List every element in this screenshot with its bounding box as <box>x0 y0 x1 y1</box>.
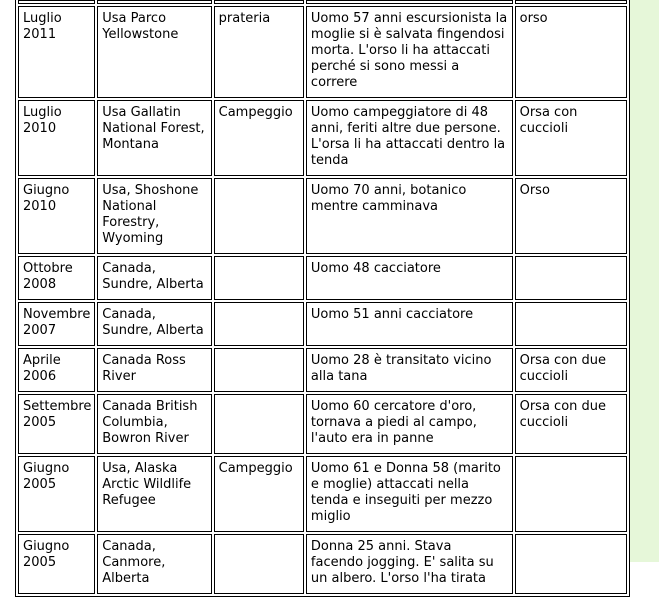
bear-cell: Orso <box>515 178 627 254</box>
description-cell: Uomo 51 anni cacciatore <box>306 302 513 346</box>
setting-cell <box>214 302 304 346</box>
place-cell: Usa, Alaska Arctic Wildlife Refugee <box>97 456 211 532</box>
description-cell: Uomo 70 anni, botanico mentre camminava <box>306 178 513 254</box>
date-cell: Giugno 2005 <box>18 534 95 594</box>
date-cell: Luglio 2011 <box>18 6 95 98</box>
place-cell: Canada Ross River <box>97 348 211 392</box>
date-cell: Aprile 2006 <box>18 348 95 392</box>
description-cell: Uomo 60 cercatore d'oro, tornava a piedi al campo, l'auto era in panne <box>306 394 513 454</box>
table-row <box>18 302 627 346</box>
table-row <box>18 256 627 300</box>
setting-cell: prateria <box>214 6 304 98</box>
description-cell: Uomo 57 anni escursionista la moglie si è salvata fingendosi morta. L'orso li ha attaccati perché si sono messi a correre <box>306 6 513 98</box>
table-row <box>18 6 627 98</box>
bear-cell <box>515 534 627 594</box>
date-cell: Settembre 2005 <box>18 394 95 454</box>
description-cell: Uomo 28 è transitato vicino alla tana <box>306 348 513 392</box>
date-cell: Giugno 2010 <box>18 178 95 254</box>
place-cell: Usa Gallatin National Forest, Montana <box>97 100 211 176</box>
place-cell: Usa, Shoshone National Forestry, Wyoming <box>97 178 211 254</box>
bear-cell <box>515 302 627 346</box>
setting-cell <box>214 178 304 254</box>
description-cell: Uomo 48 cacciatore <box>306 256 513 300</box>
setting-cell: Campeggio <box>214 456 304 532</box>
setting-cell <box>214 534 304 594</box>
description-cell: Uomo 61 e Donna 58 (marito e moglie) attaccati nella tenda e inseguiti per mezzo miglio <box>306 456 513 532</box>
table-row-cut-off <box>18 0 627 4</box>
place-cell: Canada, Sundre, Alberta <box>97 256 211 300</box>
table-row <box>18 394 627 454</box>
table-row <box>18 456 627 532</box>
date-cell: Luglio 2010 <box>18 100 95 176</box>
place-cell: Canada, Canmore, Alberta <box>97 534 211 594</box>
bear-cell <box>515 256 627 300</box>
bear-cell <box>515 456 627 532</box>
bear-cell: orso <box>515 6 627 98</box>
bear-attacks-table <box>15 0 630 597</box>
description-cell: Donna 25 anni. Stava facendo jogging. E' salita su un albero. L'orso l'ha tirata <box>306 534 513 594</box>
setting-cell <box>214 394 304 454</box>
place-cell: Usa Parco Yellowstone <box>97 6 211 98</box>
bear-cell: Orsa con due cuccioli <box>515 394 627 454</box>
description-cell: Uomo campeggiatore di 48 anni, feriti altre due persone. L'orsa li ha attaccati dentro la tenda <box>306 100 513 176</box>
date-cell: Ottobre 2008 <box>18 256 95 300</box>
bear-cell: Orsa con cuccioli <box>515 100 627 176</box>
place-cell: Canada British Columbia, Bowron River <box>97 394 211 454</box>
bear-cell: Orsa con due cuccioli <box>515 348 627 392</box>
table-row <box>18 534 627 594</box>
table-row <box>18 348 627 392</box>
setting-cell: Campeggio <box>214 100 304 176</box>
setting-cell <box>214 256 304 300</box>
table-row <box>18 100 627 176</box>
date-cell: Novembre 2007 <box>18 302 95 346</box>
place-cell: Canada, Sundre, Alberta <box>97 302 211 346</box>
table-row <box>18 178 627 254</box>
date-cell: Giugno 2005 <box>18 456 95 532</box>
setting-cell <box>214 348 304 392</box>
